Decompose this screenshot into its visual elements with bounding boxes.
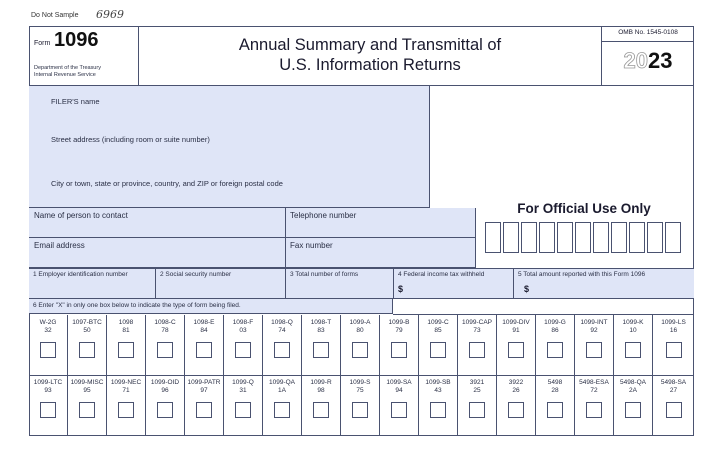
form-type-code: 98	[317, 387, 325, 394]
form-type-code: 86	[551, 327, 559, 334]
form-type-label: 1099-Q	[232, 379, 254, 386]
form-type-cell[interactable]	[146, 375, 185, 435]
form-type-cell[interactable]	[263, 315, 302, 375]
box-4-label: 4 Federal income tax withheld	[398, 271, 485, 278]
box-5-dollar: $	[524, 284, 530, 294]
form-type-cell[interactable]	[536, 315, 575, 375]
box-5-label: 5 Total amount reported with this Form 1096	[518, 271, 646, 278]
box-4-dollar: $	[398, 284, 404, 294]
official-use-label: For Official Use Only	[517, 201, 651, 216]
form-type-label: 1099-G	[544, 319, 566, 326]
form-type-checkbox[interactable]	[352, 342, 368, 358]
form-type-code: 43	[434, 387, 442, 394]
city-state-zip-label: City or town, state or province, country, and ZIP or foreign postal code	[51, 179, 283, 188]
form-type-label: 1099-DIV	[502, 319, 530, 326]
official-use-box	[593, 222, 609, 253]
form-type-cell[interactable]	[497, 315, 536, 375]
form-type-code: 94	[395, 387, 403, 394]
form-type-label: 5498-ESA	[579, 379, 609, 386]
form-type-label: 1099-OID	[150, 379, 180, 386]
box-1-ein[interactable]	[29, 269, 156, 299]
form-type-checkbox[interactable]	[430, 342, 446, 358]
form-type-cell[interactable]	[341, 315, 380, 375]
form-type-code: 50	[83, 327, 91, 334]
form-type-label: 5498-SA	[660, 379, 687, 386]
form-type-checkbox[interactable]	[235, 402, 251, 418]
form-type-label: 1098-T	[310, 319, 332, 326]
form-type-label: 1099-PATR	[187, 379, 221, 386]
form-type-cell[interactable]	[185, 315, 224, 375]
form-type-cell[interactable]	[68, 375, 107, 435]
form-type-cell[interactable]	[341, 375, 380, 435]
form-type-label: W-2G	[39, 319, 57, 326]
form-type-label: 1098	[118, 319, 134, 326]
omb-number: OMB No. 1545-0108	[602, 26, 694, 42]
form-type-label: 1099-MISC	[70, 379, 104, 386]
form-type-cell[interactable]	[302, 315, 341, 375]
form-type-cell[interactable]	[68, 315, 107, 375]
box-4-federal-tax[interactable]	[394, 269, 514, 299]
form-type-cell[interactable]	[302, 375, 341, 435]
form-type-label: 1099-K	[622, 319, 644, 326]
official-use-box	[539, 222, 555, 253]
form-type-code: 74	[278, 327, 286, 334]
form-type-label: 1097-BTC	[72, 319, 102, 326]
box-3-total-forms[interactable]	[286, 269, 394, 299]
form-type-checkbox[interactable]	[625, 342, 641, 358]
filer-block[interactable]	[29, 86, 430, 208]
title-line-1: Annual Summary and Transmittal of	[238, 36, 502, 54]
form-type-checkbox[interactable]	[586, 342, 602, 358]
form-type-code: 95	[83, 387, 91, 394]
form-type-code: 80	[356, 327, 364, 334]
box-2-ssn[interactable]	[156, 269, 286, 299]
irs-label: Internal Revenue Service	[34, 72, 96, 78]
form-type-cell[interactable]	[29, 375, 68, 435]
form-type-checkbox[interactable]	[79, 342, 95, 358]
contact-name-label: Name of person to contact	[34, 211, 128, 220]
form-type-label: 1099-QA	[268, 379, 296, 386]
box-5-total-amount[interactable]	[514, 269, 694, 299]
form-type-checkbox[interactable]	[547, 402, 563, 418]
form-type-cell[interactable]	[419, 375, 458, 435]
form-type-code: 93	[44, 387, 52, 394]
form-type-checkbox[interactable]	[469, 402, 485, 418]
official-use-box	[665, 222, 681, 253]
form-type-label: 1099-NEC	[110, 379, 142, 386]
official-use-boxes	[485, 222, 685, 253]
form-title	[139, 26, 601, 86]
form-type-row-2	[29, 375, 694, 435]
form-type-code: 71	[122, 387, 130, 394]
box-1-label: 1 Employer identification number	[33, 271, 128, 278]
form-type-cell[interactable]	[419, 315, 458, 375]
form-type-cell[interactable]	[380, 315, 419, 375]
form-type-cell[interactable]	[224, 315, 263, 375]
official-use-box	[557, 222, 573, 253]
form-type-checkbox[interactable]	[40, 342, 56, 358]
form-type-code: 85	[434, 327, 442, 334]
department-label: Department of the Treasury	[34, 65, 101, 71]
form-type-cell[interactable]	[653, 315, 694, 375]
form-type-cell[interactable]	[614, 375, 653, 435]
form-type-label: 1099-SB	[425, 379, 451, 386]
form-type-label: 1098-F	[232, 319, 254, 326]
form-type-checkbox[interactable]	[352, 402, 368, 418]
year-solid: 23	[648, 48, 673, 73]
form-type-label: 3922	[508, 379, 524, 386]
form-type-code: 26	[512, 387, 520, 394]
form-type-code: 03	[239, 327, 247, 334]
form-type-label: 1098-C	[154, 319, 176, 326]
form-type-checkbox[interactable]	[430, 402, 446, 418]
form-type-checkbox[interactable]	[40, 402, 56, 418]
form-type-label: 1098-E	[193, 319, 215, 326]
form-type-cell[interactable]	[107, 315, 146, 375]
form-type-label: 1099-LS	[661, 319, 686, 326]
form-type-cell[interactable]	[536, 375, 575, 435]
box-3-label: 3 Total number of forms	[290, 271, 359, 278]
form-type-row-1	[29, 315, 694, 375]
form-type-label: 1099-CAP	[462, 319, 492, 326]
form-type-cell[interactable]	[146, 315, 185, 375]
filer-name-label: FILER'S name	[51, 97, 100, 106]
box-2-label: 2 Social security number	[160, 271, 232, 278]
form-type-cell[interactable]	[653, 375, 694, 435]
form-type-checkbox[interactable]	[157, 402, 173, 418]
year-outline: 20	[623, 48, 648, 73]
street-address-label: Street address (including room or suite number)	[51, 135, 210, 144]
form-type-checkbox[interactable]	[274, 402, 290, 418]
form-type-cell[interactable]	[458, 375, 497, 435]
official-use-box	[575, 222, 591, 253]
omb-block	[601, 26, 694, 86]
form-type-cell[interactable]	[185, 375, 224, 435]
form-type-checkbox[interactable]	[118, 342, 134, 358]
form-type-checkbox[interactable]	[666, 342, 682, 358]
form-type-label: 3921	[469, 379, 485, 386]
form-type-code: 91	[512, 327, 520, 334]
telephone-field[interactable]	[286, 208, 476, 238]
form-type-checkbox[interactable]	[625, 402, 641, 418]
form-type-checkbox[interactable]	[196, 402, 212, 418]
form-type-label: 1099-R	[310, 379, 332, 386]
form-type-label: 1099-B	[388, 319, 410, 326]
form-type-code: 92	[590, 327, 598, 334]
form-type-code: 75	[356, 387, 364, 394]
email-label: Email address	[34, 241, 85, 250]
form-word: Form	[34, 40, 51, 47]
form-type-label: 1099-SA	[386, 379, 412, 386]
form-type-code: 27	[669, 387, 678, 394]
form-type-code: 10	[629, 327, 637, 334]
form-type-cell[interactable]	[575, 315, 614, 375]
instruction-6-text: 6 Enter "X" in only one box below to indicate the type of form being filed.	[33, 302, 241, 309]
form-type-label: 1099-C	[427, 319, 449, 326]
form-type-checkbox[interactable]	[508, 342, 524, 358]
form-type-checkbox[interactable]	[196, 342, 212, 358]
form-type-cell[interactable]	[380, 375, 419, 435]
contact-name-field[interactable]	[29, 208, 286, 238]
form-type-checkbox[interactable]	[586, 402, 602, 418]
official-use-box	[485, 222, 501, 253]
form-type-checkbox[interactable]	[508, 402, 524, 418]
form-type-code: 81	[122, 327, 130, 334]
form-type-checkbox[interactable]	[235, 342, 251, 358]
form-type-code: 79	[395, 327, 403, 334]
form-type-cell[interactable]	[107, 375, 146, 435]
official-use-box	[521, 222, 537, 253]
official-use-box	[647, 222, 663, 253]
form-type-code: 16	[669, 327, 678, 334]
form-type-code: 1A	[278, 387, 286, 394]
form-type-code: 25	[473, 387, 481, 394]
form-type-cell[interactable]	[614, 315, 653, 375]
form-type-code: 96	[161, 387, 169, 394]
email-field[interactable]	[29, 238, 286, 268]
form-type-code: 32	[44, 327, 52, 334]
telephone-label: Telephone number	[290, 211, 357, 220]
form-type-code: 28	[551, 387, 559, 394]
official-use-box	[611, 222, 627, 253]
form-type-cell[interactable]	[224, 375, 263, 435]
form-type-checkbox[interactable]	[79, 402, 95, 418]
form-type-checkbox[interactable]	[313, 402, 329, 418]
form-type-code: 84	[200, 327, 208, 334]
form-type-checkbox[interactable]	[469, 342, 485, 358]
title-line-2: U.S. Information Returns	[279, 56, 461, 74]
form-type-checkbox[interactable]	[666, 402, 682, 418]
form-type-label: 1099-A	[349, 319, 371, 326]
form-type-code: 72	[590, 387, 598, 394]
instruction-6	[29, 299, 393, 314]
do-not-sample-watermark: Do Not Sample	[31, 12, 79, 19]
form-type-cell[interactable]	[497, 375, 536, 435]
form-type-code: 83	[317, 327, 325, 334]
form-type-cell[interactable]	[29, 315, 68, 375]
form-type-cell[interactable]	[263, 375, 302, 435]
form-type-label: 1099-S	[349, 379, 371, 386]
form-number-block	[29, 26, 139, 86]
tax-year	[602, 48, 694, 74]
form-type-cell[interactable]	[575, 375, 614, 435]
fax-label: Fax number	[290, 241, 333, 250]
form-type-code: 73	[473, 327, 481, 334]
form-type-label: 1099-LTC	[33, 379, 63, 386]
form-number: 1096	[54, 29, 99, 51]
official-use-box	[503, 222, 519, 253]
official-use-box	[629, 222, 645, 253]
form-type-label: 5498	[547, 379, 563, 386]
form-type-checkbox[interactable]	[391, 342, 407, 358]
form-type-checkbox[interactable]	[313, 342, 329, 358]
form-type-code: 78	[161, 327, 169, 334]
form-type-cell[interactable]	[458, 315, 497, 375]
form-type-label: 1098-Q	[271, 319, 293, 326]
form-type-checkbox[interactable]	[547, 342, 563, 358]
form-type-code: 97	[200, 387, 208, 394]
form-type-label: 1099-INT	[580, 319, 608, 326]
fax-field[interactable]	[286, 238, 476, 268]
form-type-checkbox[interactable]	[157, 342, 173, 358]
form-type-code: 31	[239, 387, 247, 394]
form-type-checkbox[interactable]	[391, 402, 407, 418]
form-type-label: 5498-QA	[619, 379, 647, 386]
handwritten-number: 6969	[96, 8, 124, 21]
form-type-checkbox[interactable]	[274, 342, 290, 358]
form-type-code: 2A	[629, 387, 637, 394]
form-type-checkbox[interactable]	[118, 402, 134, 418]
